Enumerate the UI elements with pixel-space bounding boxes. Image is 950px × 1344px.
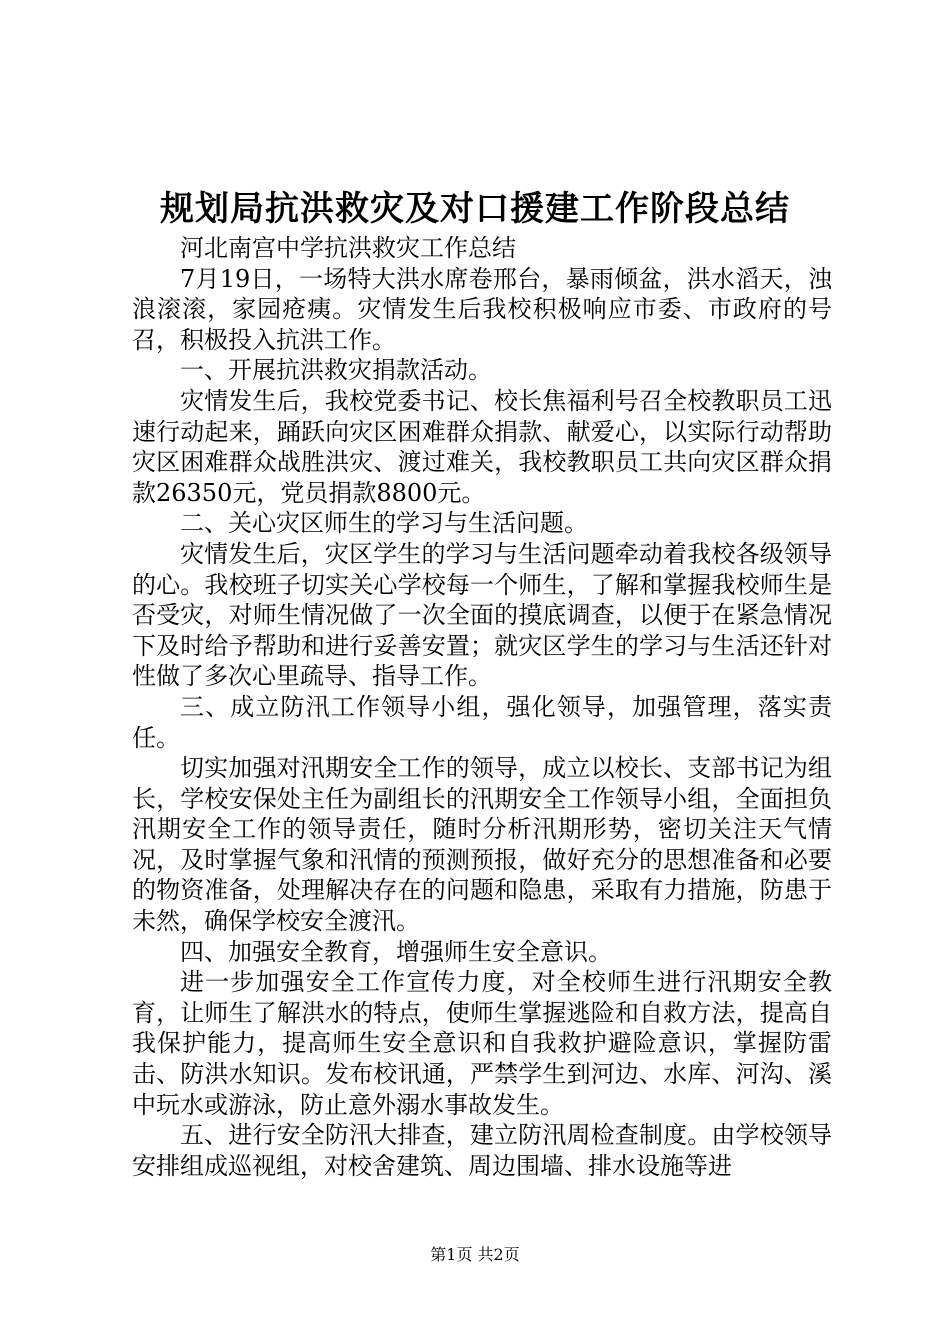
page-number: 第1页 共2页 (430, 1245, 520, 1264)
document-body (132, 233, 832, 1181)
section-heading-1: 一、开展抗洪救灾捐款活动。 (180, 356, 492, 385)
paragraph-section-3: 切实加强对汛期安全工作的领导，成立以校长、支部书记为组长，学校安保处主任为副组长的汛期安全工作领导小组，全面担负汛期安全工作的领导责任，随时分析汛期形势，密切关注天气情况，及时掌握气象和汛情的预测预报，做好充分的思想准备和必要的物资准备，处理解决存在的问题和隐患，采取有力措施，防患于未然，确保学校安全渡汛。 (132, 754, 832, 936)
document-title: 规划局抗洪救灾及对口援建工作阶段总结 (160, 189, 790, 229)
paragraph-section-2: 灾情发生后，灾区学生的学习与生活问题牵动着我校各级领导的心。我校班子切实关心学校每一个师生，了解和掌握我校师生是否受灾，对师生情况做了一次全面的摸底调查，以便于在紧急情况下及时给予帮助和进行妥善安置；就灾区学生的学习与生活还针对性做了多次心里疏导、指导工作。 (132, 539, 832, 691)
paragraph-section-1: 灾情发生后，我校党委书记、校长焦福利号召全校教职员工迅速行动起来，踊跃向灾区困难群众捐款、献爱心，以实际行动帮助灾区困难群众战胜洪灾、渡过难关，我校教职员工共向灾区群众捐款26350元，党员捐款8800元。 (132, 386, 832, 507)
section-heading-5: 五、进行安全防汛大排查，建立防汛周检查制度。由学校领导安排组成巡视组，对校舍建筑、周边围墙、排水设施等进 (132, 1121, 832, 1180)
paragraph-section-4: 进一步加强安全工作宣传力度，对全校师生进行汛期安全教育，让师生了解洪水的特点，使师生掌握逃险和自救方法，提高自我保护能力，提高师生安全意识和自我救护避险意识，掌握防雷击、防洪水知识。发布校讯通，严禁学生到河边、水库、河沟、溪中玩水或游泳，防止意外溺水事故发生。 (132, 968, 832, 1119)
paragraph-intro: 7月19日，一场特大洪水席卷邢台，暴雨倾盆，洪水滔天，浊浪滚滚，家园疮痍。灾情发生后我校积极响应市委、市政府的号召，积极投入抗洪工作。 (132, 264, 832, 354)
paragraph-subtitle: 河北南宫中学抗洪救灾工作总结 (180, 234, 516, 262)
section-heading-2: 二、关心灾区师生的学习与生活问题。 (180, 509, 588, 538)
section-heading-4: 四、加强安全教育，增强师生安全意识。 (180, 937, 612, 966)
section-heading-3: 三、成立防汛工作领导小组，强化领导，加强管理，落实责任。 (132, 692, 832, 752)
